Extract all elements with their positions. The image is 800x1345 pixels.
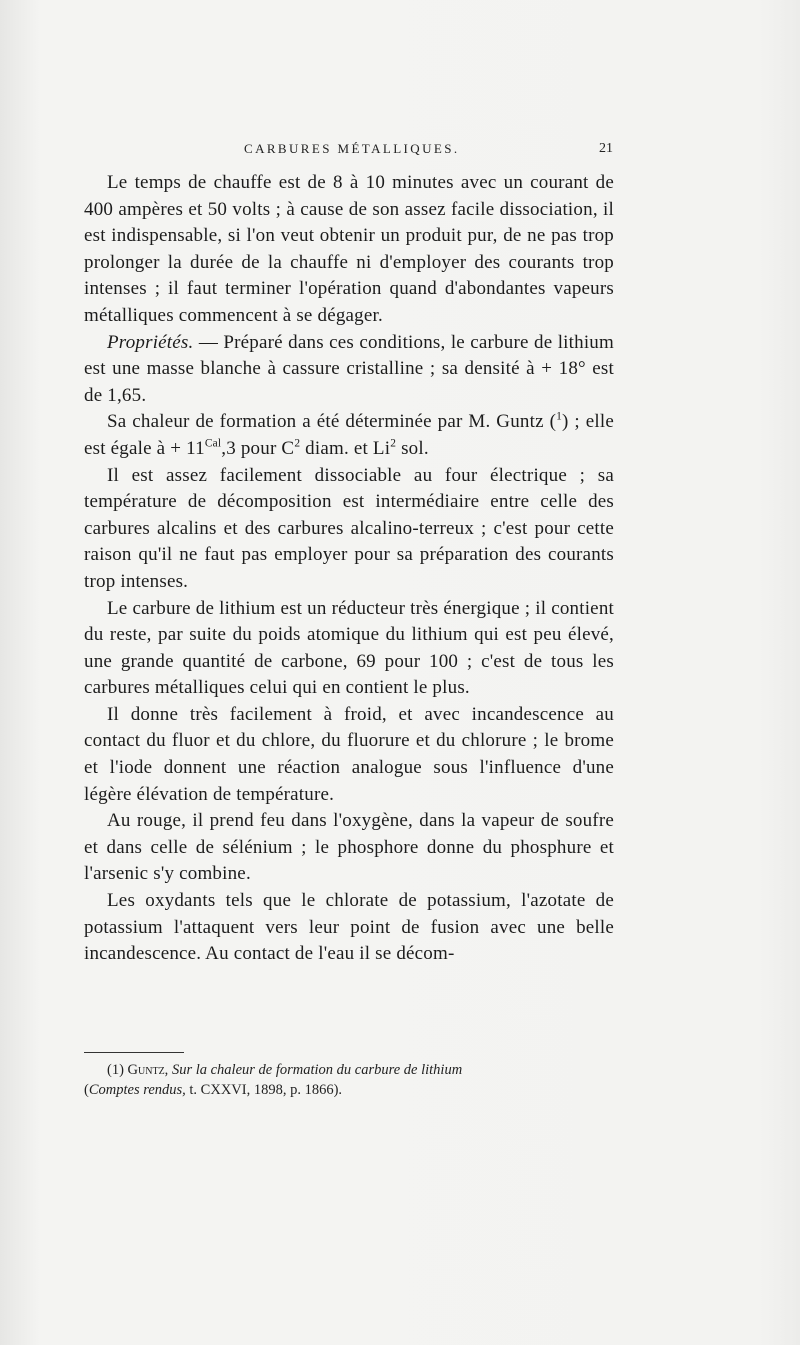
running-title: CARBURES MÉTALLIQUES. bbox=[244, 141, 460, 156]
paragraph-chauffe: Le temps de chauffe est de 8 à 10 minutes avec un courant de 400 ampères et 50 volts ; à cause de son assez facile dissociation, il est indispensable, si l'on veut obtenir un produit pur, de ne pas trop prolonger la durée de la chauffe ni d'employer des courants trop intenses ; il faut terminer l'opération quand d'abondantes vapeurs métalliques commencent à se dégager. bbox=[84, 172, 614, 326]
text-run: ,3 pour C bbox=[221, 437, 295, 459]
footnote-title: Sur la chaleur de formation du carbure de lithium bbox=[171, 1062, 463, 1078]
footnote-ref: 1 bbox=[556, 411, 563, 424]
paragraph-reducteur: Le carbure de lithium est un réducteur très énergique ; il contient du reste, par suite du poids atomique du lithium qui est peu élevé, une grande quantité de carbone, 69 pour 100 ; c'est de tous les carbures métalliques celui qui en contient le plus. bbox=[84, 597, 614, 699]
footnote-marker: (1) bbox=[107, 1062, 124, 1078]
paragraph-proprietes-text: — Préparé dans ces conditions, le carbure de lithium est une masse blanche à cassure cristalline ; sa densité à + 18° est de 1,65. bbox=[84, 331, 614, 406]
text-run: diam. et Li bbox=[300, 437, 391, 459]
page-number: 21 bbox=[599, 141, 613, 156]
unit-superscript: Cal bbox=[204, 437, 222, 450]
footnote-divider bbox=[84, 1052, 184, 1053]
paragraph-dissociation: Il est assez facilement dissociable au four électrique ; sa température de décomposition est intermédiaire entre celle des carbures alcalins et des carbures alcalino-terreux ; c'est pour cette raison qu'il ne faut pas employer pour sa préparation des courants trop intenses. bbox=[84, 464, 614, 592]
paragraph-oxydants: Les oxydants tels que le chlorate de potassium, l'azotate de potassium l'attaquent vers leur point de fusion avec une belle incandescence. Au contact de l'eau il se décom- bbox=[84, 890, 614, 965]
paragraph-proprietes bbox=[84, 330, 614, 410]
text-run: Sa chaleur de formation a été déterminée par M. Guntz ( bbox=[107, 411, 557, 433]
section-label: Propriétés. bbox=[107, 331, 194, 353]
text-run: sol. bbox=[396, 437, 429, 459]
page-header bbox=[81, 141, 613, 161]
paragraph-oxygene: Au rouge, il prend feu dans l'oxygène, dans la vapeur de soufre et dans celle de sélénium ; le phosphore donne du phosphure et l'arsenic s'y combine. bbox=[84, 810, 614, 885]
paragraph-chaleur bbox=[84, 409, 614, 462]
footnote-author: Guntz, bbox=[127, 1062, 169, 1078]
footnote bbox=[84, 1060, 624, 1100]
footnote-source: Comptes rendus, bbox=[88, 1082, 186, 1098]
superscript: 2 bbox=[390, 437, 397, 450]
footnote-paren: ( bbox=[84, 1082, 89, 1098]
superscript: 2 bbox=[294, 437, 301, 450]
footnote-details: t. CXXVI, 1898, p. 1866). bbox=[185, 1082, 343, 1098]
text-run: ) ; elle est égale à + 11 bbox=[84, 411, 614, 459]
footnote-text bbox=[84, 1060, 624, 1100]
main-text bbox=[84, 170, 614, 968]
paragraph-halogenes: Il donne très facilement à froid, et avec incandescence au contact du fluor et du chlore, du fluorure et du chlorure ; le brome et l'iode donnent une réaction analogue sous l'influence d'une légère élévation de température. bbox=[84, 703, 614, 805]
